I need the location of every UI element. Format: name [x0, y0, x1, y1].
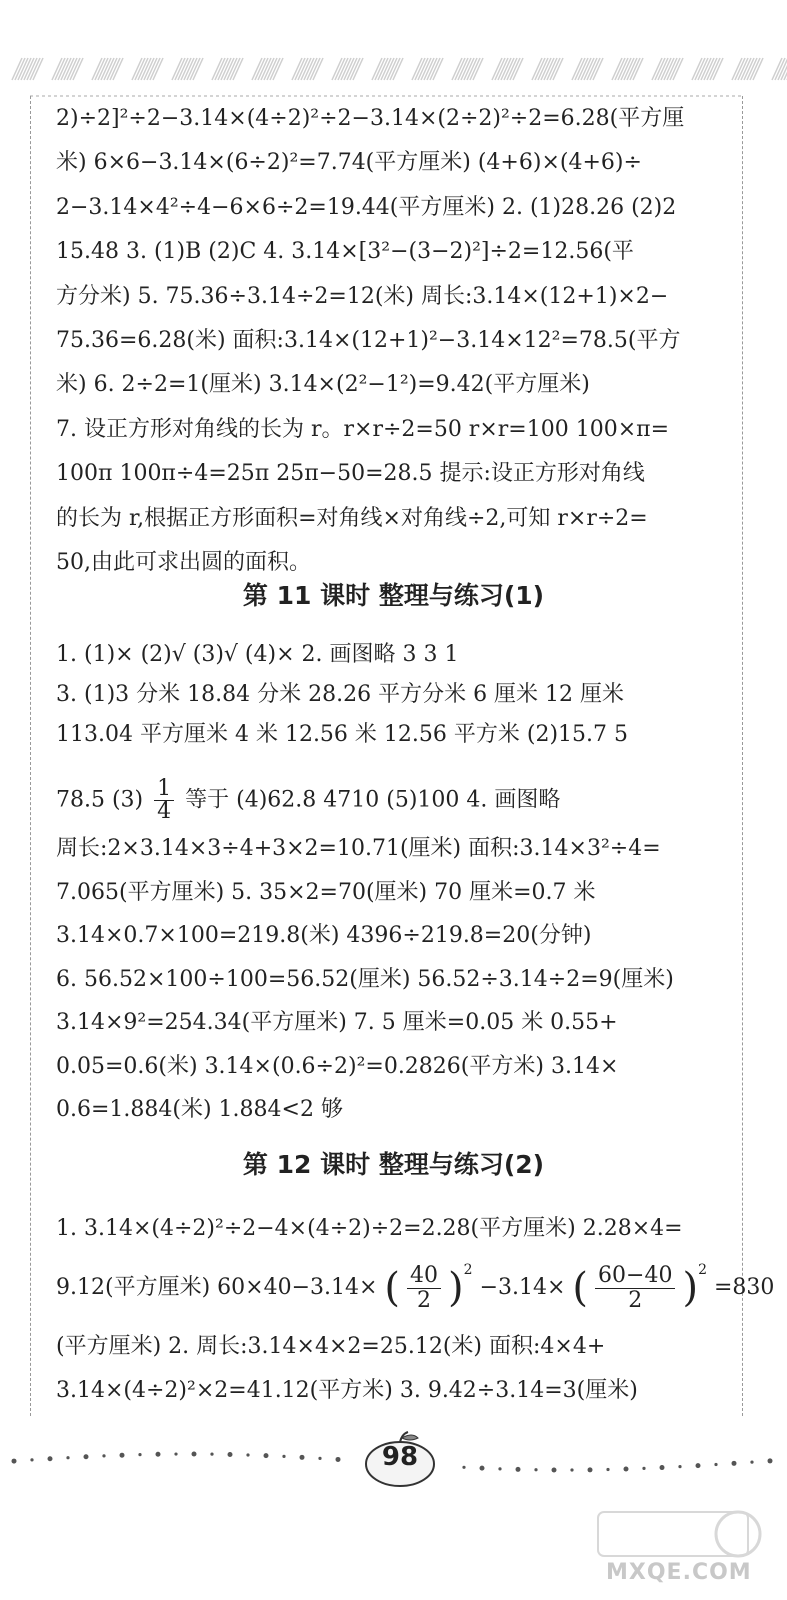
fraction-40-over-2	[407, 1264, 441, 1313]
answer-line-fraction	[56, 778, 736, 822]
page-number: 98	[381, 1442, 419, 1472]
fraction-numerator: 60−40	[595, 1264, 675, 1289]
answer-line: 7.065(平方厘米) 5. 35×2=70(厘米) 70 厘米=0.7 米	[56, 879, 596, 905]
fraction-numerator: 40	[407, 1264, 441, 1289]
answer-line: 3.14×(4÷2)²×2=41.12(平方米) 3. 9.42÷3.14=3(厘米)	[56, 1378, 638, 1403]
paren-open: (	[384, 1265, 401, 1311]
exponent: 2	[698, 1262, 707, 1278]
answer-line: (平方厘米) 2. 周长:3.14×4×2=25.12(米) 面积:4×4+	[56, 1334, 606, 1359]
line-12-2b: −3.14×	[479, 1275, 566, 1300]
right-dashed-border	[742, 96, 743, 1416]
line-12-2a: 9.12(平方厘米) 60×40−3.14×	[56, 1275, 378, 1300]
answer-line: 2)÷2]²÷2−3.14×(4÷2)²÷2−3.14×(2÷2)²÷2=6.28(平方厘	[56, 106, 685, 131]
answer-line: 米) 6. 2÷2=1(厘米) 3.14×(2²−1²)=9.42(平方厘米)	[56, 372, 590, 398]
left-dashed-border	[30, 96, 31, 1416]
answer-line: 3.14×9²=254.34(平方厘米) 7. 5 厘米=0.05 米 0.55+	[56, 1010, 618, 1035]
answer-line-12-1: 1. 3.14×(4÷2)²÷2−4×(4÷2)÷2=2.28(平方厘米) 2.28×4=	[56, 1216, 683, 1241]
top-decorative-band	[0, 0, 787, 100]
answer-line: 周长:2×3.14×3÷4+3×2=10.71(厘米) 面积:3.14×3²÷4=	[56, 836, 661, 861]
paren-close: )	[448, 1265, 464, 1311]
paren-close: )	[682, 1265, 699, 1311]
section-heading-12: 第 12 课时 整理与练习(2)	[242, 1150, 545, 1179]
line-frac-a: 78.5 (3)	[56, 787, 144, 813]
hatch-pattern	[12, 58, 787, 80]
answer-line: 0.6=1.884(米) 1.884<2 够	[56, 1097, 343, 1122]
answer-line: 1. (1)× (2)√ (3)√ (4)× 2. 画图略 3 3 1	[56, 642, 459, 667]
fraction-60-40-over-2	[595, 1264, 675, 1313]
answer-line: 3.14×0.7×100=219.8(米) 4396÷219.8=20(分钟)	[56, 923, 592, 948]
fraction-one-quarter	[154, 778, 174, 823]
answer-line: 方分米) 5. 75.36÷3.14÷2=12(米) 周长:3.14×(12+1)×2−	[56, 283, 669, 309]
answer-line: 米) 6×6−3.14×(6÷2)²=7.74(平方厘米) (4+6)×(4+6)÷	[56, 150, 642, 176]
fraction-numerator: 1	[154, 778, 174, 801]
answer-line: 50,由此可求出圆的面积。	[56, 550, 311, 575]
line-frac-b: 等于 (4)62.8 4710 (5)100 4. 画图略	[185, 787, 561, 813]
answer-line: 15.48 3. (1)B (2)C 4. 3.14×[3²−(3−2)²]÷2=12.56(平	[56, 239, 634, 265]
answer-line: 113.04 平方厘米 4 米 12.56 米 12.56 平方米 (2)15.7 5	[56, 722, 629, 747]
answer-line: 2−3.14×4²÷4−6×6÷2=19.44(平方厘米) 2. (1)28.26 (2)2	[56, 194, 677, 220]
answer-line: 75.36=6.28(米) 面积:3.14×(12+1)²−3.14×12²=78.5(平方	[56, 328, 681, 353]
answer-line: 的长为 r,根据正方形面积=对角线×对角线÷2,可知 r×r÷2=	[56, 505, 648, 531]
fraction-denominator: 2	[628, 1287, 643, 1313]
answer-line: 0.05=0.6(米) 3.14×(0.6÷2)²=0.2826(平方米) 3.14×	[56, 1053, 619, 1079]
answer-line: 3. (1)3 分米 18.84 分米 28.26 平方分米 6 厘米 12 厘米	[56, 682, 625, 707]
answer-line: 7. 设正方形对角线的长为 r。r×r÷2=50 r×r=100 100×π=	[56, 416, 670, 442]
answer-line: 6. 56.52×100÷100=56.52(厘米) 56.52÷3.14÷2=9(厘米)	[56, 966, 674, 992]
answer-line: 100π 100π÷4=25π 25π−50=28.5 提示:设正方形对角线	[56, 461, 645, 487]
line-12-2c: =830	[713, 1275, 775, 1300]
paren-open: (	[572, 1265, 589, 1311]
section-heading-11: 第 11 课时 整理与练习(1)	[242, 581, 545, 610]
exponent: 2	[463, 1262, 473, 1278]
fraction-denominator: 2	[417, 1287, 432, 1313]
fraction-denominator: 4	[157, 799, 172, 824]
answer-line-12-2	[56, 1258, 775, 1318]
watermark-text: MXQE.COM	[606, 1560, 752, 1585]
